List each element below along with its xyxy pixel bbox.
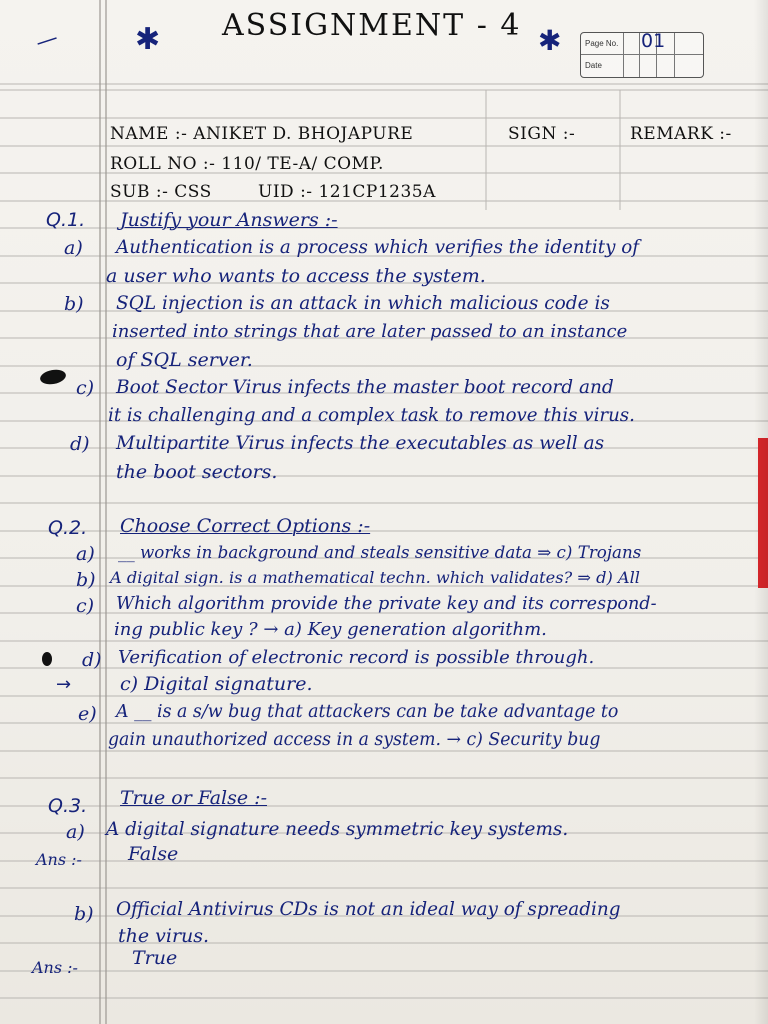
- q1-a-line-1: Authentication is a process which verifies the identity of: [116, 237, 640, 258]
- q3-label: Q.3.: [48, 795, 88, 817]
- remark-field: REMARK :-: [630, 124, 732, 144]
- q1-marker-c: c): [76, 377, 95, 399]
- asterisk-left-icon: ✱: [135, 22, 161, 57]
- q2-marker-c: c): [76, 595, 95, 617]
- q3-b-ans-label: Ans :-: [32, 958, 78, 977]
- q1-marker-d: d): [70, 433, 90, 455]
- q2-d-line-2: c) Digital signature.: [120, 673, 313, 695]
- student-name: NAME :- ANIKET D. BHOJAPURE: [110, 124, 414, 144]
- subject: SUB :- CSS: [110, 182, 212, 202]
- page-edge-shadow: [754, 0, 768, 1024]
- q2-marker-d: d): [82, 649, 102, 671]
- q1-b-line-2: inserted into strings that are later passed to an instance: [112, 321, 628, 342]
- page-title: ASSIGNMENT - 4: [222, 8, 522, 43]
- q2-a-line-1: __ works in background and steals sensitive data ⇒ c) Trojans: [118, 542, 642, 562]
- q2-marker-a: a): [76, 543, 95, 565]
- sign-field: SIGN :-: [508, 124, 576, 144]
- uid: UID :- 121CP1235A: [258, 182, 436, 202]
- q2-marker-e: e): [78, 703, 97, 725]
- date-label: Date: [585, 61, 602, 70]
- q2-marker-b: b): [76, 569, 96, 591]
- q3-a-answer: False: [128, 843, 179, 865]
- q1-d-line-1: Multipartite Virus infects the executables as well as: [116, 433, 605, 454]
- q3-b-answer: True: [132, 947, 178, 969]
- q1-marker-b: b): [64, 293, 84, 315]
- q1-a-line-2: a user who wants to access the system.: [106, 265, 486, 287]
- q1-b-line-1: SQL injection is an attack in which malicious code is: [116, 293, 610, 314]
- q1-c-line-2: it is challenging and a complex task to remove this virus.: [108, 405, 635, 426]
- q1-c-line-1: Boot Sector Virus infects the master boot record and: [116, 377, 614, 398]
- page-no-label: Page No.: [585, 39, 619, 48]
- asterisk-right-icon: ✱: [538, 24, 562, 57]
- q3-heading: True or False :-: [120, 787, 267, 809]
- q3-marker-a: a): [66, 821, 85, 843]
- q3-marker-b: b): [74, 903, 94, 925]
- dash-mark-icon: —: [32, 25, 62, 56]
- q2-c-line-1: Which algorithm provide the private key and its correspond-: [116, 594, 657, 614]
- q1-b-line-3: of SQL server.: [116, 349, 253, 371]
- arrow-right-icon: →: [56, 674, 72, 695]
- q2-label: Q.2.: [48, 517, 88, 539]
- q1-d-line-2: the boot sectors.: [116, 461, 278, 483]
- page-no-date-box: [580, 32, 704, 78]
- q2-b-line-1: A digital sign. is a mathematical techn. which validates? ⇒ d) All: [110, 568, 640, 587]
- q1-label: Q.1.: [46, 209, 86, 231]
- q3-a-question: A digital signature needs symmetric key systems.: [106, 819, 569, 840]
- q2-d-line-1: Verification of electronic record is possible through.: [118, 647, 595, 668]
- q3-a-ans-label: Ans :-: [36, 850, 82, 869]
- q1-heading: Justify your Answers :-: [120, 209, 338, 231]
- q2-c-line-2: ing public key ? → a) Key generation algorithm.: [114, 619, 547, 640]
- q2-e-line-2: gain unauthorized access in a system. → c) Security bug: [108, 730, 601, 750]
- q2-heading: Choose Correct Options :-: [120, 515, 371, 537]
- bullet-dot: [42, 652, 52, 666]
- roll-no: ROLL NO :- 110/ TE-A/ COMP.: [110, 154, 384, 174]
- q2-e-line-1: A __ is a s/w bug that attackers can be take advantage to: [116, 702, 619, 722]
- page-no-value: 01: [641, 30, 666, 52]
- q3-b-line-2: the virus.: [118, 925, 210, 947]
- q1-marker-a: a): [64, 237, 83, 259]
- q3-b-line-1: Official Antivirus CDs is not an ideal way of spreading: [116, 899, 621, 920]
